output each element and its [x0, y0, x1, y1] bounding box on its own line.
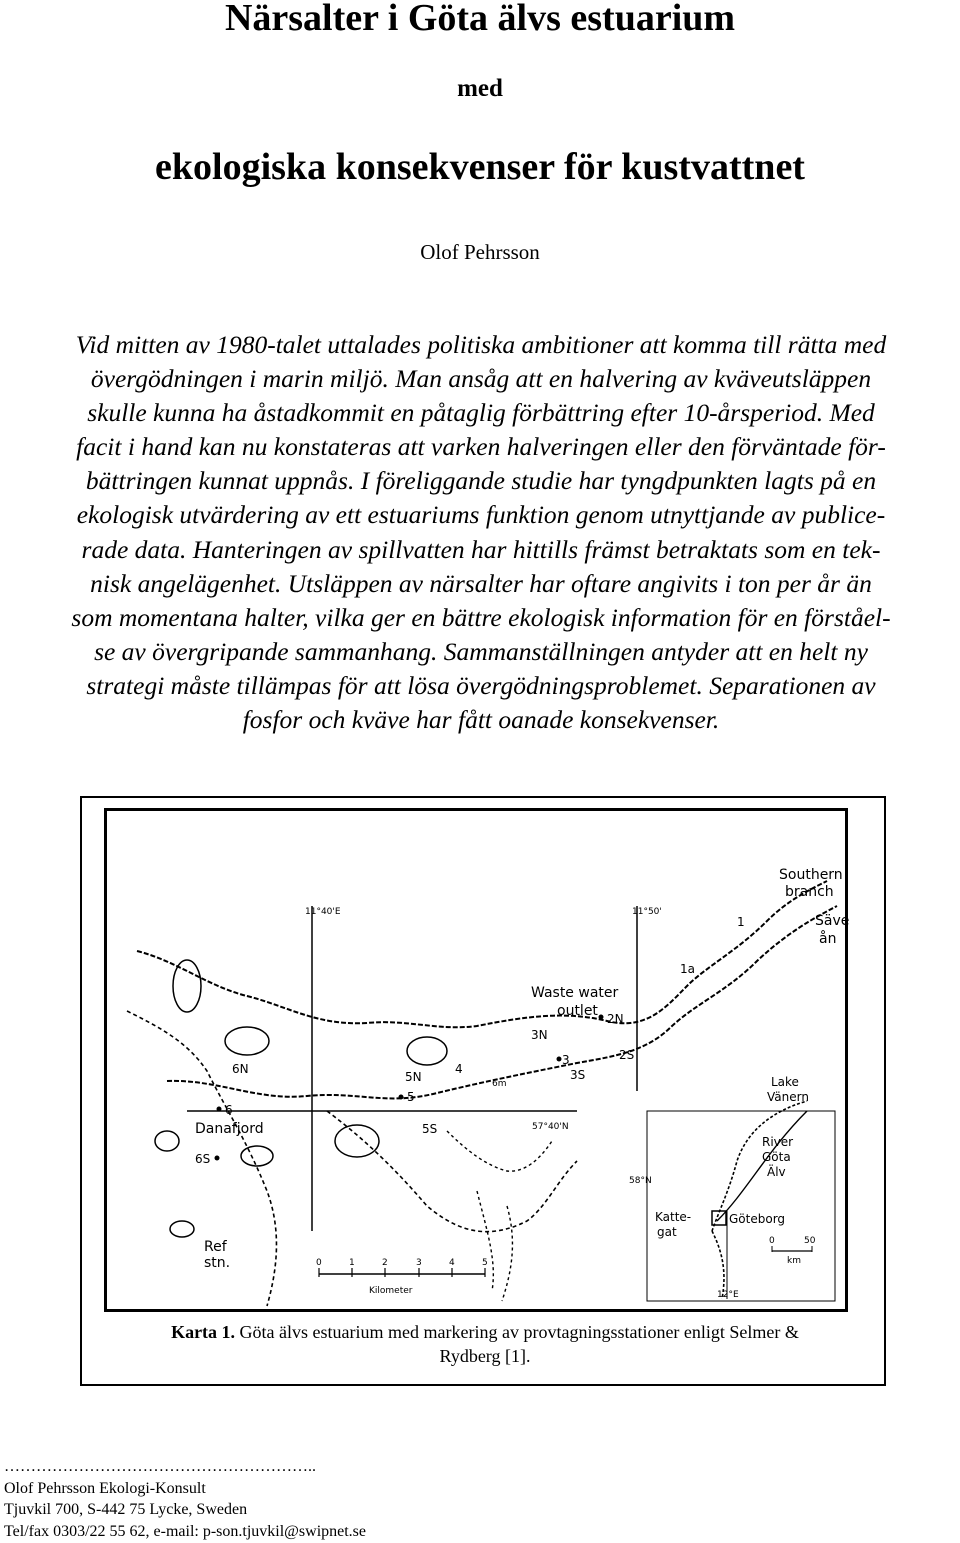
abstract-line: strategi måste tillämpas för att lösa övergödningsproblemet. Separationen av	[86, 670, 876, 700]
label-waste-water: Waste water	[531, 985, 619, 1001]
label-save-an: Säve	[815, 913, 850, 929]
station-label: 3N	[531, 1028, 548, 1042]
caption-text: Göta älvs estuarium med markering av provtagningsstationer enligt Selmer &	[235, 1322, 799, 1342]
caption-label: Karta 1.	[171, 1322, 236, 1342]
coord-lat: 57°40'N	[532, 1122, 569, 1132]
station-marker	[399, 1095, 404, 1100]
label-goteborg: Göteborg	[729, 1212, 786, 1226]
title-line-1: Närsalter i Göta älvs estuarium	[224, 0, 736, 39]
station-label: 4	[455, 1062, 463, 1076]
label-depth: 6m	[492, 1079, 507, 1089]
figure-caption	[112, 1320, 858, 1368]
station-marker	[599, 1015, 604, 1020]
island	[225, 1027, 269, 1055]
footer-rule: …………………………………………………..	[4, 1458, 316, 1475]
abstract-line: som momentana halter, vilka ger en bättre ekologisk information för en förståel-	[71, 602, 891, 632]
coord-lon1: 11°40'E	[305, 907, 341, 917]
label-southern-branch: Southern	[779, 867, 843, 883]
scale-label: 1	[349, 1258, 355, 1268]
island	[407, 1037, 447, 1065]
station-label: 5S	[422, 1122, 438, 1136]
footer-address: Tjuvkil 700, S-442 75 Lycke, Sweden	[4, 1501, 248, 1518]
station-label: 3	[562, 1053, 570, 1067]
label-river: Göta	[762, 1150, 791, 1164]
label-kattegat: gat	[657, 1225, 677, 1239]
label-lake: Lake	[771, 1075, 799, 1089]
abstract-line: rade data. Hanteringen av spillvatten har hittills främst betraktats som en tek-	[81, 534, 881, 564]
scale-title: Kilometer	[369, 1286, 413, 1296]
abstract-line: facit i hand kan nu konstateras att varken halveringen eller den förväntade för-	[76, 432, 886, 462]
abstract	[8, 328, 954, 737]
coastline-north	[137, 881, 827, 1027]
title-line-3: ekologiska konsekvenser för kustvattnet	[155, 146, 805, 188]
label-kattegat: Katte-	[655, 1210, 692, 1224]
coord-lon2: 11°50'	[632, 907, 662, 917]
footer	[4, 1456, 366, 1542]
abstract-line: bättringen kunnat uppnås. I föreliggande studie har tyngdpunkten lagts på en	[85, 466, 877, 496]
inset-river	[717, 1111, 807, 1221]
label-save-an: ån	[819, 931, 837, 947]
label-danafjord: Danafjord	[195, 1121, 264, 1137]
inset-coast	[712, 1231, 724, 1299]
station-label: 6S	[195, 1152, 211, 1166]
label-lake: Vänern	[767, 1090, 809, 1104]
scale-label: 3	[416, 1258, 422, 1268]
title-line-2: med	[457, 75, 503, 102]
abstract-line: se av övergripande sammanhang. Sammanställningen antyder att en helt ny	[94, 636, 868, 666]
abstract-line: skulle kunna ha åstadkommit en påtaglig förbättring efter 10-årsperiod. Med	[87, 398, 875, 428]
scale-label: 5	[482, 1258, 488, 1268]
label-ref-station: Ref	[204, 1239, 227, 1255]
inset-scale-unit: km	[787, 1256, 801, 1266]
label-southern-branch: branch	[785, 884, 834, 900]
station-label: 1	[737, 915, 745, 929]
scale-label: 4	[449, 1258, 455, 1268]
label-ref-station: stn.	[204, 1255, 231, 1271]
abstract-line: fosfor och kväve har fått oanade konsekvenser.	[242, 705, 720, 735]
label-waste-water: outlet	[557, 1003, 598, 1019]
scale-label: 2	[382, 1258, 388, 1268]
abstract-line: Vid mitten av 1980-talet uttalades politiska ambitioner att komma till rätta med	[75, 330, 887, 359]
inset-scale-label: 50	[804, 1236, 816, 1246]
island	[241, 1146, 273, 1166]
inset-frame	[647, 1111, 835, 1301]
island	[173, 960, 201, 1012]
station-label: 5N	[405, 1070, 422, 1084]
figure-frame	[80, 796, 886, 1386]
station-label: 2N	[607, 1012, 624, 1026]
inset-map	[629, 1075, 835, 1301]
author-name: Olof Pehrsson	[420, 240, 540, 264]
label-river: Älv	[767, 1165, 786, 1179]
island	[170, 1221, 194, 1237]
station-marker	[217, 1107, 222, 1112]
station-label: 6	[225, 1103, 233, 1117]
inset-scale-label: 0	[769, 1236, 775, 1246]
island-outline	[447, 1131, 552, 1171]
station-marker	[557, 1057, 562, 1062]
station-marker	[215, 1156, 220, 1161]
station-label: 6N	[232, 1062, 249, 1076]
estuary-map	[104, 808, 848, 1312]
caption-text: Rydberg [1].	[439, 1346, 531, 1366]
station-label: 2S	[619, 1048, 635, 1062]
inset-coord-lon: 12°E	[717, 1290, 739, 1300]
station-label: 3S	[570, 1068, 586, 1082]
channel-outline	[502, 1206, 512, 1301]
station-label: 1a	[680, 962, 695, 976]
inset-coord-lat: 58°N	[629, 1176, 652, 1186]
abstract-line: ekologisk utvärdering av ett estuariums funktion genom utnyttjande av publice-	[76, 500, 886, 530]
footer-contact: Tel/fax 0303/22 55 62, e-mail: p-son.tjuvkil@swipnet.se	[4, 1522, 367, 1540]
scale-label: 0	[316, 1258, 322, 1268]
island	[155, 1131, 179, 1151]
abstract-line: nisk angelägenhet. Utsläppen av närsalter har oftare angivits i ton per år än	[90, 568, 872, 598]
estuary-map-drawing	[107, 811, 850, 1309]
station-label: 5	[407, 1090, 415, 1104]
abstract-line: övergödningen i marin miljö. Man ansåg att en halvering av kväveutsläppen	[90, 364, 872, 394]
footer-company: Olof Pehrsson Ekologi-Konsult	[4, 1479, 206, 1497]
island	[335, 1125, 379, 1157]
label-river: River	[762, 1135, 794, 1149]
